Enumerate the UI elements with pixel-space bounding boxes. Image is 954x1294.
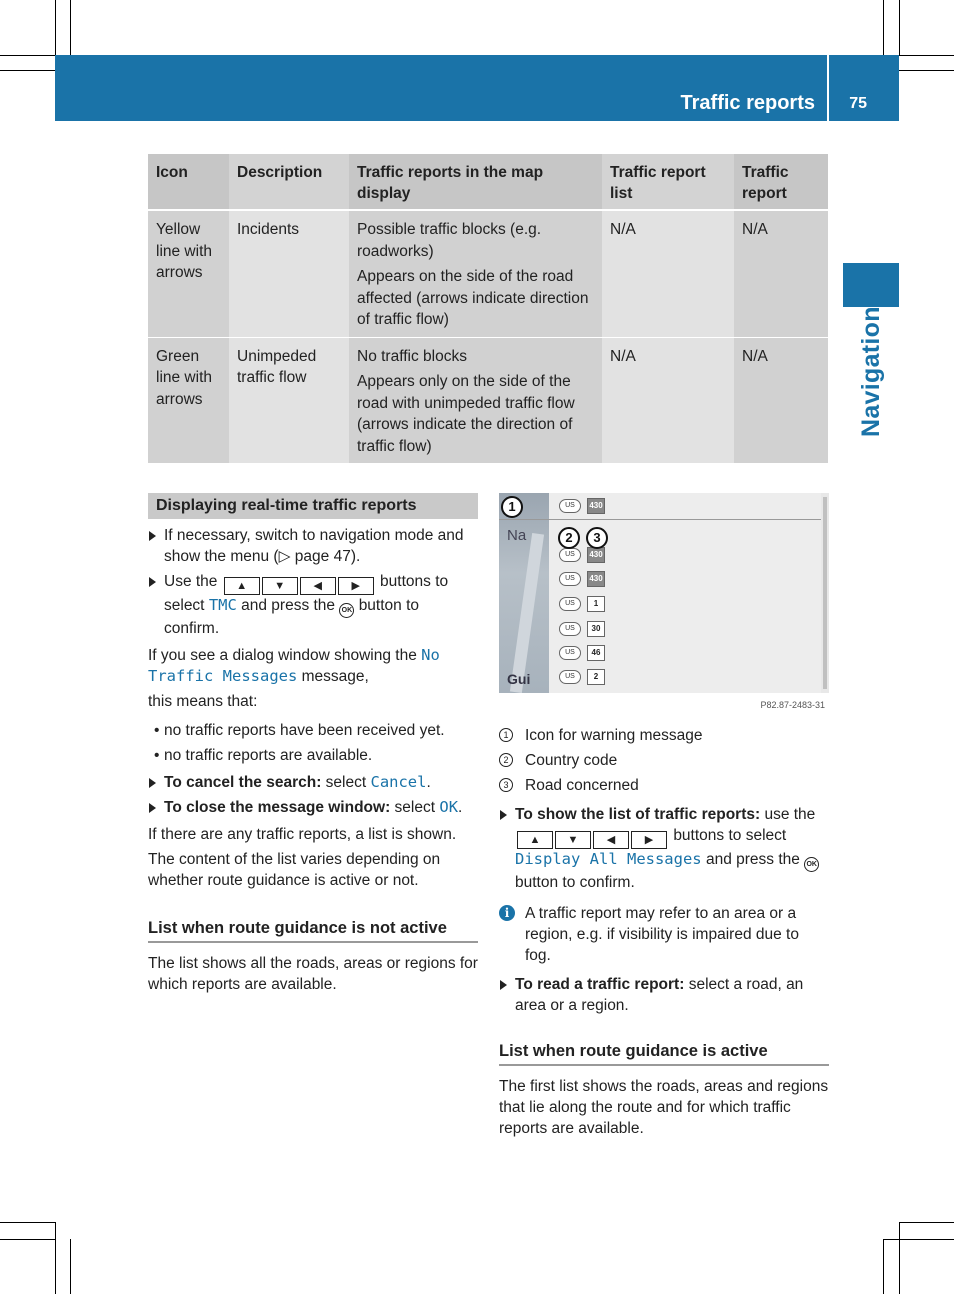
step-text: use the	[764, 806, 816, 823]
table-cell: N/A	[734, 210, 828, 337]
table-cell-text: No traffic blocks	[357, 347, 467, 365]
paragraph: If there are any traffic reports, a list is shown.	[148, 826, 457, 843]
menu-item-ok: OK	[439, 798, 459, 816]
road-sign-icon: 30	[587, 621, 605, 637]
road-sign-icon: 430	[587, 571, 605, 587]
legend-text: Icon for warning message	[525, 727, 703, 744]
info-text: A traffic report may refer to an area or a region, e.g. if visibility is impaired due to fog.	[525, 905, 799, 964]
legend-text: Road concerned	[525, 777, 639, 794]
figure-reference: P82.87-2483-31	[760, 700, 825, 710]
arrow-keys	[224, 577, 374, 595]
step-text: button to confirm.	[515, 874, 635, 891]
paragraph	[148, 645, 478, 687]
table-cell: Unimpeded traffic flow	[229, 337, 349, 464]
step-text: buttons to select	[673, 827, 787, 844]
callout-3: 3	[586, 527, 608, 549]
info-icon: i	[499, 905, 515, 921]
down-arrow-icon: ▼	[555, 831, 591, 849]
header-divider	[827, 55, 829, 121]
table-cell: Green line with arrows	[148, 337, 229, 464]
step-label: To read a traffic report:	[515, 976, 685, 993]
legend-number: 1	[499, 728, 513, 742]
page-number: 75	[849, 95, 867, 112]
right-arrow-icon: ▶	[631, 831, 667, 849]
legend-item	[499, 775, 829, 796]
paragraph: The first list shows the roads, areas and regions that lie along the route and for which traffic reports are available.	[499, 1078, 829, 1137]
table-header-cell: Traffic reports in the map display	[349, 154, 602, 210]
table-header-cell: Icon	[148, 154, 229, 210]
dialog-name: No Traffic Messages	[148, 646, 440, 685]
paragraph: this means that:	[148, 693, 258, 710]
country-code-icon: US	[559, 622, 581, 636]
country-code-icon: US	[559, 597, 581, 611]
road-sign-icon: 1	[587, 596, 605, 612]
step-text: If necessary, switch to navigation mode and show the menu (▷ page 47).	[164, 527, 464, 565]
chapter-tab	[843, 263, 899, 307]
table-cell-text: Possible traffic blocks (e.g. roadworks)	[357, 221, 542, 260]
step-text: select	[325, 774, 367, 791]
legend-text: Country code	[525, 752, 618, 769]
table-cell	[349, 210, 602, 337]
country-code-icon: US	[559, 646, 581, 660]
country-code-icon: US	[559, 572, 581, 586]
step-label: To show the list of traffic reports:	[515, 806, 761, 823]
table-cell: N/A	[602, 337, 734, 464]
instruction-step	[499, 804, 829, 893]
crop-mark	[899, 0, 900, 55]
menu-item-cancel: Cancel	[370, 773, 427, 791]
table-row	[148, 210, 828, 337]
step-text: and press the	[241, 597, 336, 614]
callout-1: 1	[501, 496, 523, 518]
paragraph-text: If you see a dialog window showing the	[148, 647, 417, 664]
table-header-cell: Traffic report	[734, 154, 828, 210]
step-label: To close the message window:	[164, 799, 391, 816]
section-heading: Displaying real-time traffic reports	[148, 493, 478, 519]
table-cell: Yellow line with arrows	[148, 210, 229, 337]
table-header-row	[148, 154, 828, 210]
ok-button-icon: OK	[339, 603, 354, 618]
bullet-item: • no traffic reports have been received yet.	[148, 720, 478, 741]
menu-item-display-all: Display All Messages	[515, 850, 702, 868]
left-column	[148, 493, 478, 999]
country-code-icon: US	[559, 548, 581, 562]
legend-item	[499, 750, 829, 771]
table-header-cell: Traffic report list	[602, 154, 734, 210]
crop-mark	[883, 0, 884, 55]
step-text: button to confirm.	[164, 597, 420, 637]
right-column	[499, 493, 829, 1143]
legend-number: 3	[499, 778, 513, 792]
crop-mark	[55, 1222, 56, 1294]
crop-mark	[55, 0, 56, 55]
instruction-step	[148, 525, 478, 567]
subheading: List when route guidance is not active	[148, 917, 478, 943]
right-arrow-icon: ▶	[338, 577, 374, 595]
crop-mark	[899, 70, 954, 71]
crop-mark	[0, 1239, 55, 1240]
step-text: Use the	[164, 573, 218, 590]
display-screenshot	[499, 493, 829, 693]
report-list-area	[549, 493, 821, 693]
country-code-icon: US	[559, 499, 581, 513]
bullet-item: • no traffic reports are available.	[148, 745, 478, 766]
legend-number: 2	[499, 753, 513, 767]
table-cell: N/A	[734, 337, 828, 464]
guidance-label: Gui	[507, 671, 531, 687]
ok-button-icon: OK	[804, 857, 819, 872]
scrollbar	[823, 497, 827, 689]
callout-2: 2	[558, 527, 580, 549]
road-sign-icon: 430	[587, 547, 605, 563]
paragraph-text: message,	[301, 668, 369, 685]
crop-mark	[0, 1222, 55, 1223]
road-sign-icon: 2	[587, 669, 605, 685]
instruction-step	[148, 571, 478, 639]
crop-mark	[899, 55, 954, 56]
crop-mark	[70, 0, 71, 55]
paragraph: The list shows all the roads, areas or regions for which reports are available.	[148, 955, 478, 993]
left-arrow-icon: ◀	[300, 577, 336, 595]
step-text: select	[394, 799, 436, 816]
crop-mark	[0, 70, 55, 71]
table-cell-text: Appears on the side of the road affected (arrows indicate direction of traffic flow)	[357, 268, 589, 328]
step-text: select a road, an area or a region.	[515, 976, 804, 1014]
subheading: List when route guidance is active	[499, 1040, 829, 1066]
road-sign-icon: 430	[587, 498, 605, 514]
up-arrow-icon: ▲	[224, 577, 260, 595]
instruction-step	[499, 974, 829, 1016]
crop-mark	[883, 1239, 954, 1240]
divider	[499, 519, 821, 520]
crop-mark	[883, 1239, 884, 1294]
crop-mark	[0, 55, 55, 56]
figure-legend	[499, 725, 829, 796]
arrow-keys	[517, 831, 667, 849]
step-text: buttons to select	[164, 573, 449, 614]
table-header-cell: Description	[229, 154, 349, 210]
table-cell	[349, 337, 602, 464]
country-code-icon: US	[559, 670, 581, 684]
traffic-icon-table	[148, 154, 828, 463]
step-label: To cancel the search:	[164, 774, 322, 791]
down-arrow-icon: ▼	[262, 577, 298, 595]
menu-item-tmc: TMC	[208, 596, 237, 614]
left-arrow-icon: ◀	[593, 831, 629, 849]
page-header	[55, 55, 899, 121]
road-sign-icon: 46	[587, 645, 605, 661]
crop-mark	[70, 1239, 71, 1294]
chapter-label: Navigation	[857, 306, 885, 437]
step-text: and press the	[705, 851, 800, 868]
crop-mark	[899, 1222, 954, 1223]
section-title: Traffic reports	[680, 92, 815, 114]
table-cell: N/A	[602, 210, 734, 337]
legend-item	[499, 725, 829, 746]
table-cell: Incidents	[229, 210, 349, 337]
table-row	[148, 337, 828, 464]
table-cell-text: Appears only on the side of the road with unimpeded traffic flow (arrows indicate the direction of traffic flow)	[357, 373, 575, 455]
up-arrow-icon: ▲	[517, 831, 553, 849]
nav-label: Na	[507, 527, 527, 544]
paragraph: The content of the list varies depending on whether route guidance is active or not.	[148, 851, 441, 889]
instruction-step: To close the message window: select OK.	[148, 797, 478, 818]
info-note	[499, 903, 829, 966]
crop-mark	[899, 1222, 900, 1294]
instruction-step: To cancel the search: select Cancel.	[148, 772, 478, 793]
